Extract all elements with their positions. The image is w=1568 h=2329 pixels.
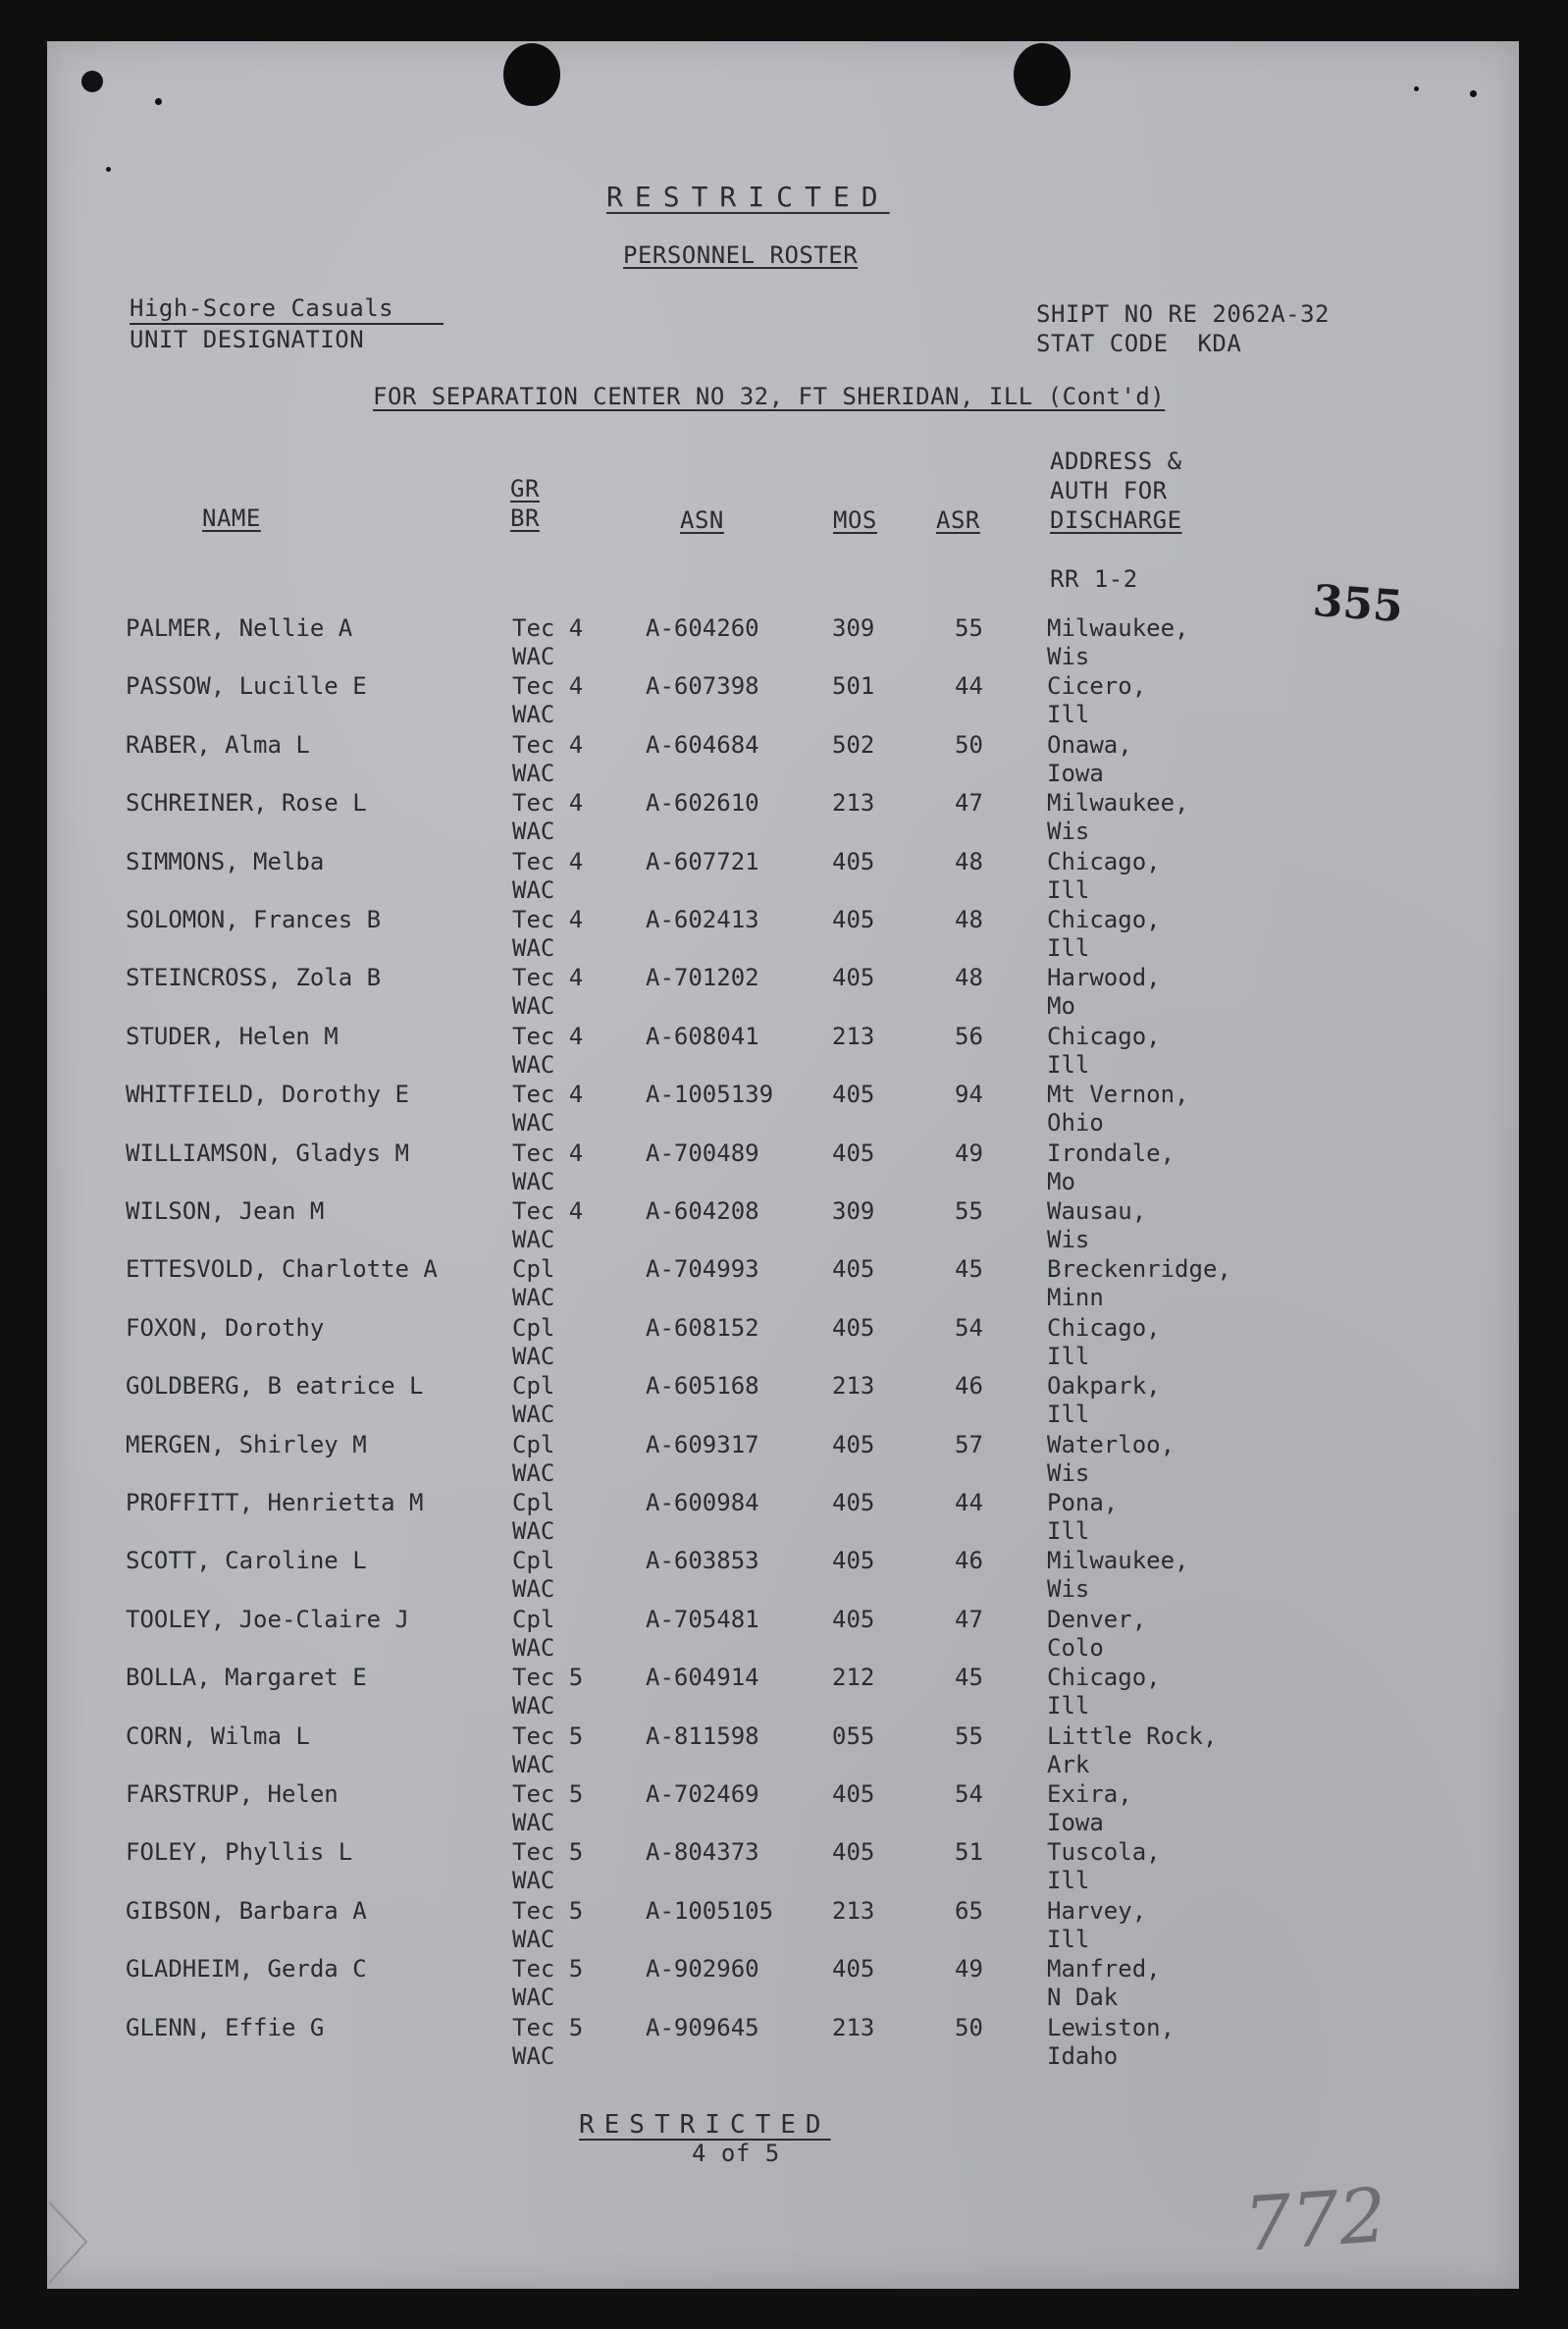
- cell-br: WAC: [512, 1226, 555, 1253]
- cell-city: Manfred,: [1047, 1955, 1161, 1984]
- cell-city: Milwaukee,: [1047, 789, 1189, 818]
- cell-state: Mo: [1047, 1167, 1075, 1195]
- cell-mos: 405: [832, 964, 875, 992]
- cell-asr: 48: [955, 906, 983, 933]
- cell-mos: 405: [832, 1081, 875, 1109]
- cell-state: Iowa: [1047, 1809, 1104, 1836]
- cell-mos: 405: [832, 1313, 875, 1342]
- cell-gr: Tec 5: [512, 1838, 584, 1867]
- cell-city: Little Rock,: [1047, 1721, 1218, 1750]
- cell-br: WAC: [512, 1342, 555, 1370]
- table-row: [47, 614, 1519, 673]
- cell-gr: Cpl: [512, 1605, 555, 1633]
- cell-name: PALMER, Nellie A: [126, 614, 353, 642]
- cell-state: Wis: [1047, 643, 1090, 670]
- table-row: [47, 964, 1519, 1023]
- column-header-br: BR: [510, 504, 540, 532]
- cell-name: CORN, Wilma L: [126, 1721, 310, 1750]
- cell-name: TOOLEY, Joe-Claire J: [126, 1605, 409, 1633]
- table-row: [47, 1372, 1519, 1431]
- column-header-name: NAME: [202, 504, 261, 532]
- page-number: 4 of 5: [692, 2140, 780, 2167]
- ink-speck: [1414, 86, 1419, 91]
- cell-asn: A-604260: [646, 614, 759, 642]
- column-header-mos: MOS: [833, 506, 877, 534]
- cell-state: Ill: [1047, 1342, 1090, 1370]
- cell-asn: A-700489: [646, 1138, 759, 1167]
- cell-asn: A-608041: [646, 1022, 759, 1050]
- cell-state: Minn: [1047, 1284, 1104, 1312]
- cell-state: Ill: [1047, 1050, 1090, 1079]
- cell-name: BOLLA, Margaret E: [126, 1664, 367, 1692]
- cell-name: PASSOW, Lucille E: [126, 672, 367, 701]
- cell-br: WAC: [512, 1750, 555, 1778]
- cell-city: Harvey,: [1047, 1896, 1147, 1925]
- cell-asr: 46: [955, 1372, 983, 1401]
- cell-asn: A-1005105: [646, 1896, 774, 1925]
- cell-asr: 45: [955, 1255, 983, 1284]
- cell-asn: A-602413: [646, 906, 759, 933]
- cell-mos: 405: [832, 1838, 875, 1867]
- folded-corner-mark: [47, 2200, 106, 2289]
- cell-asr: 48: [955, 964, 983, 992]
- cell-city: Mt Vernon,: [1047, 1081, 1189, 1109]
- cell-asr: 47: [955, 1605, 983, 1633]
- cell-gr: Tec 4: [512, 964, 584, 992]
- cell-br: WAC: [512, 1575, 555, 1604]
- column-header-address-2: AUTH FOR: [1050, 477, 1168, 504]
- cell-br: WAC: [512, 1458, 555, 1487]
- cell-br: WAC: [512, 1109, 555, 1138]
- table-row: [47, 1838, 1519, 1897]
- separation-center-subtitle: FOR SEPARATION CENTER NO 32, FT SHERIDAN, ILL (Cont'd): [373, 383, 1166, 410]
- stat-code: STAT CODE KDA: [1036, 330, 1242, 357]
- cell-state: Ill: [1047, 875, 1090, 904]
- table-row: [47, 2014, 1519, 2073]
- cell-gr: Tec 4: [512, 1197, 584, 1225]
- cell-gr: Tec 4: [512, 1081, 584, 1109]
- cell-city: Chicago,: [1047, 1664, 1161, 1692]
- cell-asr: 55: [955, 1721, 983, 1750]
- cell-city: Chicago,: [1047, 1022, 1161, 1050]
- cell-asn: A-609317: [646, 1430, 759, 1458]
- table-row: [47, 789, 1519, 848]
- cell-mos: 309: [832, 1197, 875, 1225]
- cell-asn: A-603853: [646, 1547, 759, 1575]
- cell-gr: Tec 5: [512, 1721, 584, 1750]
- cell-asn: A-604684: [646, 730, 759, 759]
- column-header-address-1: ADDRESS &: [1050, 448, 1182, 475]
- cell-asr: 54: [955, 1780, 983, 1808]
- cell-gr: Cpl: [512, 1313, 555, 1342]
- cell-br: WAC: [512, 992, 555, 1021]
- table-row: [47, 672, 1519, 731]
- cell-state: Wis: [1047, 1458, 1090, 1487]
- document-title: PERSONNEL ROSTER: [623, 241, 859, 269]
- handwritten-number: 772: [1241, 2171, 1389, 2268]
- cell-br: WAC: [512, 1692, 555, 1720]
- cell-city: Pona,: [1047, 1489, 1119, 1516]
- cell-state: Ill: [1047, 701, 1090, 729]
- cell-gr: Tec 5: [512, 1664, 584, 1692]
- cell-asr: 50: [955, 730, 983, 759]
- cell-state: Colo: [1047, 1633, 1104, 1662]
- cell-name: SCOTT, Caroline L: [126, 1547, 367, 1575]
- cell-city: Breckenridge,: [1047, 1255, 1231, 1284]
- unit-designation-label: UNIT DESIGNATION: [130, 326, 365, 353]
- cell-mos: 502: [832, 730, 875, 759]
- cell-gr: Tec 4: [512, 789, 584, 818]
- cell-name: WILLIAMSON, Gladys M: [126, 1138, 409, 1167]
- column-header-asr: ASR: [936, 506, 980, 534]
- table-row: [47, 1722, 1519, 1781]
- cell-city: Milwaukee,: [1047, 614, 1189, 642]
- cell-br: WAC: [512, 2041, 555, 2070]
- table-row: [47, 1897, 1519, 1956]
- cell-asr: 54: [955, 1313, 983, 1342]
- cell-gr: Tec 4: [512, 906, 584, 933]
- cell-mos: 055: [832, 1721, 875, 1750]
- cell-gr: Cpl: [512, 1430, 555, 1458]
- cell-br: WAC: [512, 818, 555, 846]
- table-row: [47, 1955, 1519, 2014]
- cell-state: Idaho: [1047, 2041, 1119, 2070]
- cell-gr: Tec 4: [512, 847, 584, 875]
- cell-mos: 213: [832, 1372, 875, 1401]
- cell-city: Waterloo,: [1047, 1430, 1176, 1458]
- cell-gr: Tec 5: [512, 1780, 584, 1808]
- cell-asr: 47: [955, 789, 983, 818]
- cell-asr: 49: [955, 1138, 983, 1167]
- cell-asn: A-701202: [646, 964, 759, 992]
- cell-mos: 405: [832, 906, 875, 933]
- table-row: [47, 1547, 1519, 1606]
- cell-state: Ill: [1047, 1867, 1090, 1895]
- cell-name: GOLDBERG, B eatrice L: [126, 1372, 424, 1401]
- cell-asn: A-705481: [646, 1605, 759, 1633]
- cell-gr: Tec 5: [512, 1896, 584, 1925]
- cell-state: Iowa: [1047, 759, 1104, 787]
- cell-state: Wis: [1047, 1575, 1090, 1604]
- cell-mos: 309: [832, 614, 875, 642]
- cell-asr: 48: [955, 847, 983, 875]
- cell-br: WAC: [512, 1401, 555, 1429]
- cell-gr: Tec 4: [512, 672, 584, 701]
- cell-asn: A-604208: [646, 1197, 759, 1225]
- cell-mos: 405: [832, 1430, 875, 1458]
- cell-br: WAC: [512, 1984, 555, 2012]
- table-row: [47, 1081, 1519, 1139]
- cell-mos: 405: [832, 1547, 875, 1575]
- cell-name: GLADHEIM, Gerda C: [126, 1955, 367, 1984]
- cell-asr: 65: [955, 1896, 983, 1925]
- cell-name: FOLEY, Phyllis L: [126, 1838, 353, 1867]
- cell-br: WAC: [512, 1050, 555, 1079]
- cell-state: Ill: [1047, 934, 1090, 962]
- cell-name: WHITFIELD, Dorothy E: [126, 1081, 409, 1109]
- punch-hole-right: [1014, 43, 1071, 106]
- cell-asn: A-702469: [646, 1780, 759, 1808]
- cell-asr: 51: [955, 1838, 983, 1867]
- cell-gr: Tec 4: [512, 1138, 584, 1167]
- cell-state: Wis: [1047, 818, 1090, 846]
- cell-br: WAC: [512, 759, 555, 787]
- cell-gr: Tec 5: [512, 1955, 584, 1984]
- unit-name-underline: [130, 323, 444, 325]
- cell-mos: 501: [832, 672, 875, 701]
- cell-asn: A-1005139: [646, 1081, 774, 1109]
- cell-asn: A-600984: [646, 1489, 759, 1516]
- cell-state: Ohio: [1047, 1109, 1104, 1138]
- discharge-authority: RR 1-2: [1050, 565, 1138, 593]
- cell-mos: 405: [832, 1138, 875, 1167]
- cell-br: WAC: [512, 1167, 555, 1195]
- cell-city: Tuscola,: [1047, 1838, 1161, 1867]
- cell-name: MERGEN, Shirley M: [126, 1430, 367, 1458]
- cell-asr: 46: [955, 1547, 983, 1575]
- cell-mos: 213: [832, 1896, 875, 1925]
- cell-asr: 44: [955, 672, 983, 701]
- cell-state: Ill: [1047, 1517, 1090, 1545]
- cell-city: Lewiston,: [1047, 2013, 1176, 2041]
- cell-state: Ill: [1047, 1692, 1090, 1720]
- classification-footer: RESTRICTED: [579, 2110, 831, 2140]
- cell-mos: 405: [832, 1489, 875, 1516]
- cell-asn: A-909645: [646, 2013, 759, 2041]
- cell-br: WAC: [512, 1925, 555, 1953]
- column-header-gr: GR: [510, 475, 540, 503]
- ink-speck: [81, 71, 103, 92]
- cell-gr: Tec 4: [512, 614, 584, 642]
- cell-state: N Dak: [1047, 1984, 1119, 2012]
- cell-mos: 212: [832, 1664, 875, 1692]
- cell-name: RABER, Alma L: [126, 730, 310, 759]
- ink-speck: [106, 167, 111, 172]
- cell-asn: A-602610: [646, 789, 759, 818]
- table-row: [47, 1489, 1519, 1548]
- table-row: [47, 1023, 1519, 1082]
- cell-name: GIBSON, Barbara A: [126, 1896, 367, 1925]
- cell-br: WAC: [512, 1517, 555, 1545]
- cell-asr: 49: [955, 1955, 983, 1984]
- cell-name: SCHREINER, Rose L: [126, 789, 367, 818]
- cell-asn: A-804373: [646, 1838, 759, 1867]
- cell-state: Ill: [1047, 1925, 1090, 1953]
- cell-br: WAC: [512, 643, 555, 670]
- cell-asr: 44: [955, 1489, 983, 1516]
- cell-mos: 405: [832, 1955, 875, 1984]
- cell-gr: Cpl: [512, 1489, 555, 1516]
- cell-city: Chicago,: [1047, 847, 1161, 875]
- cell-city: Harwood,: [1047, 964, 1161, 992]
- cell-name: FARSTRUP, Helen: [126, 1780, 339, 1808]
- table-row: [47, 1197, 1519, 1256]
- punch-hole-left: [503, 43, 560, 106]
- column-header-asn: ASN: [680, 506, 724, 534]
- cell-asr: 94: [955, 1081, 983, 1109]
- cell-mos: 405: [832, 1605, 875, 1633]
- cell-city: Cicero,: [1047, 672, 1147, 701]
- cell-asr: 45: [955, 1664, 983, 1692]
- cell-asn: A-607721: [646, 847, 759, 875]
- cell-city: Onawa,: [1047, 730, 1132, 759]
- cell-asn: A-607398: [646, 672, 759, 701]
- cell-asr: 57: [955, 1430, 983, 1458]
- cell-asn: A-608152: [646, 1313, 759, 1342]
- cell-mos: 405: [832, 1255, 875, 1284]
- cell-city: Milwaukee,: [1047, 1547, 1189, 1575]
- cell-gr: Cpl: [512, 1372, 555, 1401]
- table-row: [47, 731, 1519, 790]
- shipment-number: SHIPT NO RE 2062A-32: [1036, 300, 1330, 328]
- document-page: [47, 41, 1519, 2289]
- cell-mos: 405: [832, 1780, 875, 1808]
- cell-asr: 55: [955, 1197, 983, 1225]
- cell-asn: A-605168: [646, 1372, 759, 1401]
- table-row: [47, 906, 1519, 965]
- cell-state: Ark: [1047, 1750, 1090, 1778]
- cell-name: SIMMONS, Melba: [126, 847, 325, 875]
- cell-name: PROFFITT, Henrietta M: [126, 1489, 424, 1516]
- cell-mos: 405: [832, 847, 875, 875]
- ink-speck: [1470, 90, 1477, 97]
- cell-asn: A-604914: [646, 1664, 759, 1692]
- cell-state: Wis: [1047, 1226, 1090, 1253]
- table-row: [47, 1780, 1519, 1839]
- table-row: [47, 1431, 1519, 1490]
- cell-name: SOLOMON, Frances B: [126, 906, 382, 933]
- cell-br: WAC: [512, 701, 555, 729]
- table-row: [47, 1314, 1519, 1373]
- cell-br: WAC: [512, 1867, 555, 1895]
- cell-gr: Cpl: [512, 1547, 555, 1575]
- cell-name: GLENN, Effie G: [126, 2013, 325, 2041]
- cell-asr: 56: [955, 1022, 983, 1050]
- table-row: [47, 1139, 1519, 1198]
- cell-city: Irondale,: [1047, 1138, 1176, 1167]
- cell-asr: 50: [955, 2013, 983, 2041]
- cell-name: ETTESVOLD, Charlotte A: [126, 1255, 438, 1284]
- cell-name: STUDER, Helen M: [126, 1022, 339, 1050]
- cell-city: Wausau,: [1047, 1197, 1147, 1225]
- cell-br: WAC: [512, 1809, 555, 1836]
- table-row: [47, 848, 1519, 907]
- table-row: [47, 1606, 1519, 1665]
- table-row: [47, 1255, 1519, 1314]
- cell-br: WAC: [512, 1284, 555, 1312]
- ink-speck: [155, 98, 162, 105]
- cell-br: WAC: [512, 934, 555, 962]
- cell-name: STEINCROSS, Zola B: [126, 964, 382, 992]
- cell-mos: 213: [832, 2013, 875, 2041]
- cell-asr: 55: [955, 614, 983, 642]
- column-header-address-3: DISCHARGE: [1050, 506, 1182, 534]
- cell-city: Chicago,: [1047, 906, 1161, 933]
- cell-asn: A-811598: [646, 1721, 759, 1750]
- cell-state: Mo: [1047, 992, 1075, 1021]
- cell-gr: Tec 4: [512, 730, 584, 759]
- classification-header: RESTRICTED: [606, 181, 890, 213]
- cell-br: WAC: [512, 1633, 555, 1662]
- cell-gr: Tec 4: [512, 1022, 584, 1050]
- cell-mos: 213: [832, 789, 875, 818]
- cell-br: WAC: [512, 875, 555, 904]
- cell-city: Exira,: [1047, 1780, 1132, 1808]
- cell-asn: A-704993: [646, 1255, 759, 1284]
- unit-name: High-Score Casuals: [130, 294, 394, 322]
- cell-gr: Tec 5: [512, 2013, 584, 2041]
- page-stamp-number: 355: [1311, 575, 1405, 633]
- cell-state: Ill: [1047, 1401, 1090, 1429]
- cell-name: FOXON, Dorothy: [126, 1313, 325, 1342]
- cell-name: WILSON, Jean M: [126, 1197, 325, 1225]
- cell-gr: Cpl: [512, 1255, 555, 1284]
- cell-mos: 213: [832, 1022, 875, 1050]
- cell-asn: A-902960: [646, 1955, 759, 1984]
- cell-city: Chicago,: [1047, 1313, 1161, 1342]
- cell-city: Oakpark,: [1047, 1372, 1161, 1401]
- table-row: [47, 1664, 1519, 1722]
- cell-city: Denver,: [1047, 1605, 1147, 1633]
